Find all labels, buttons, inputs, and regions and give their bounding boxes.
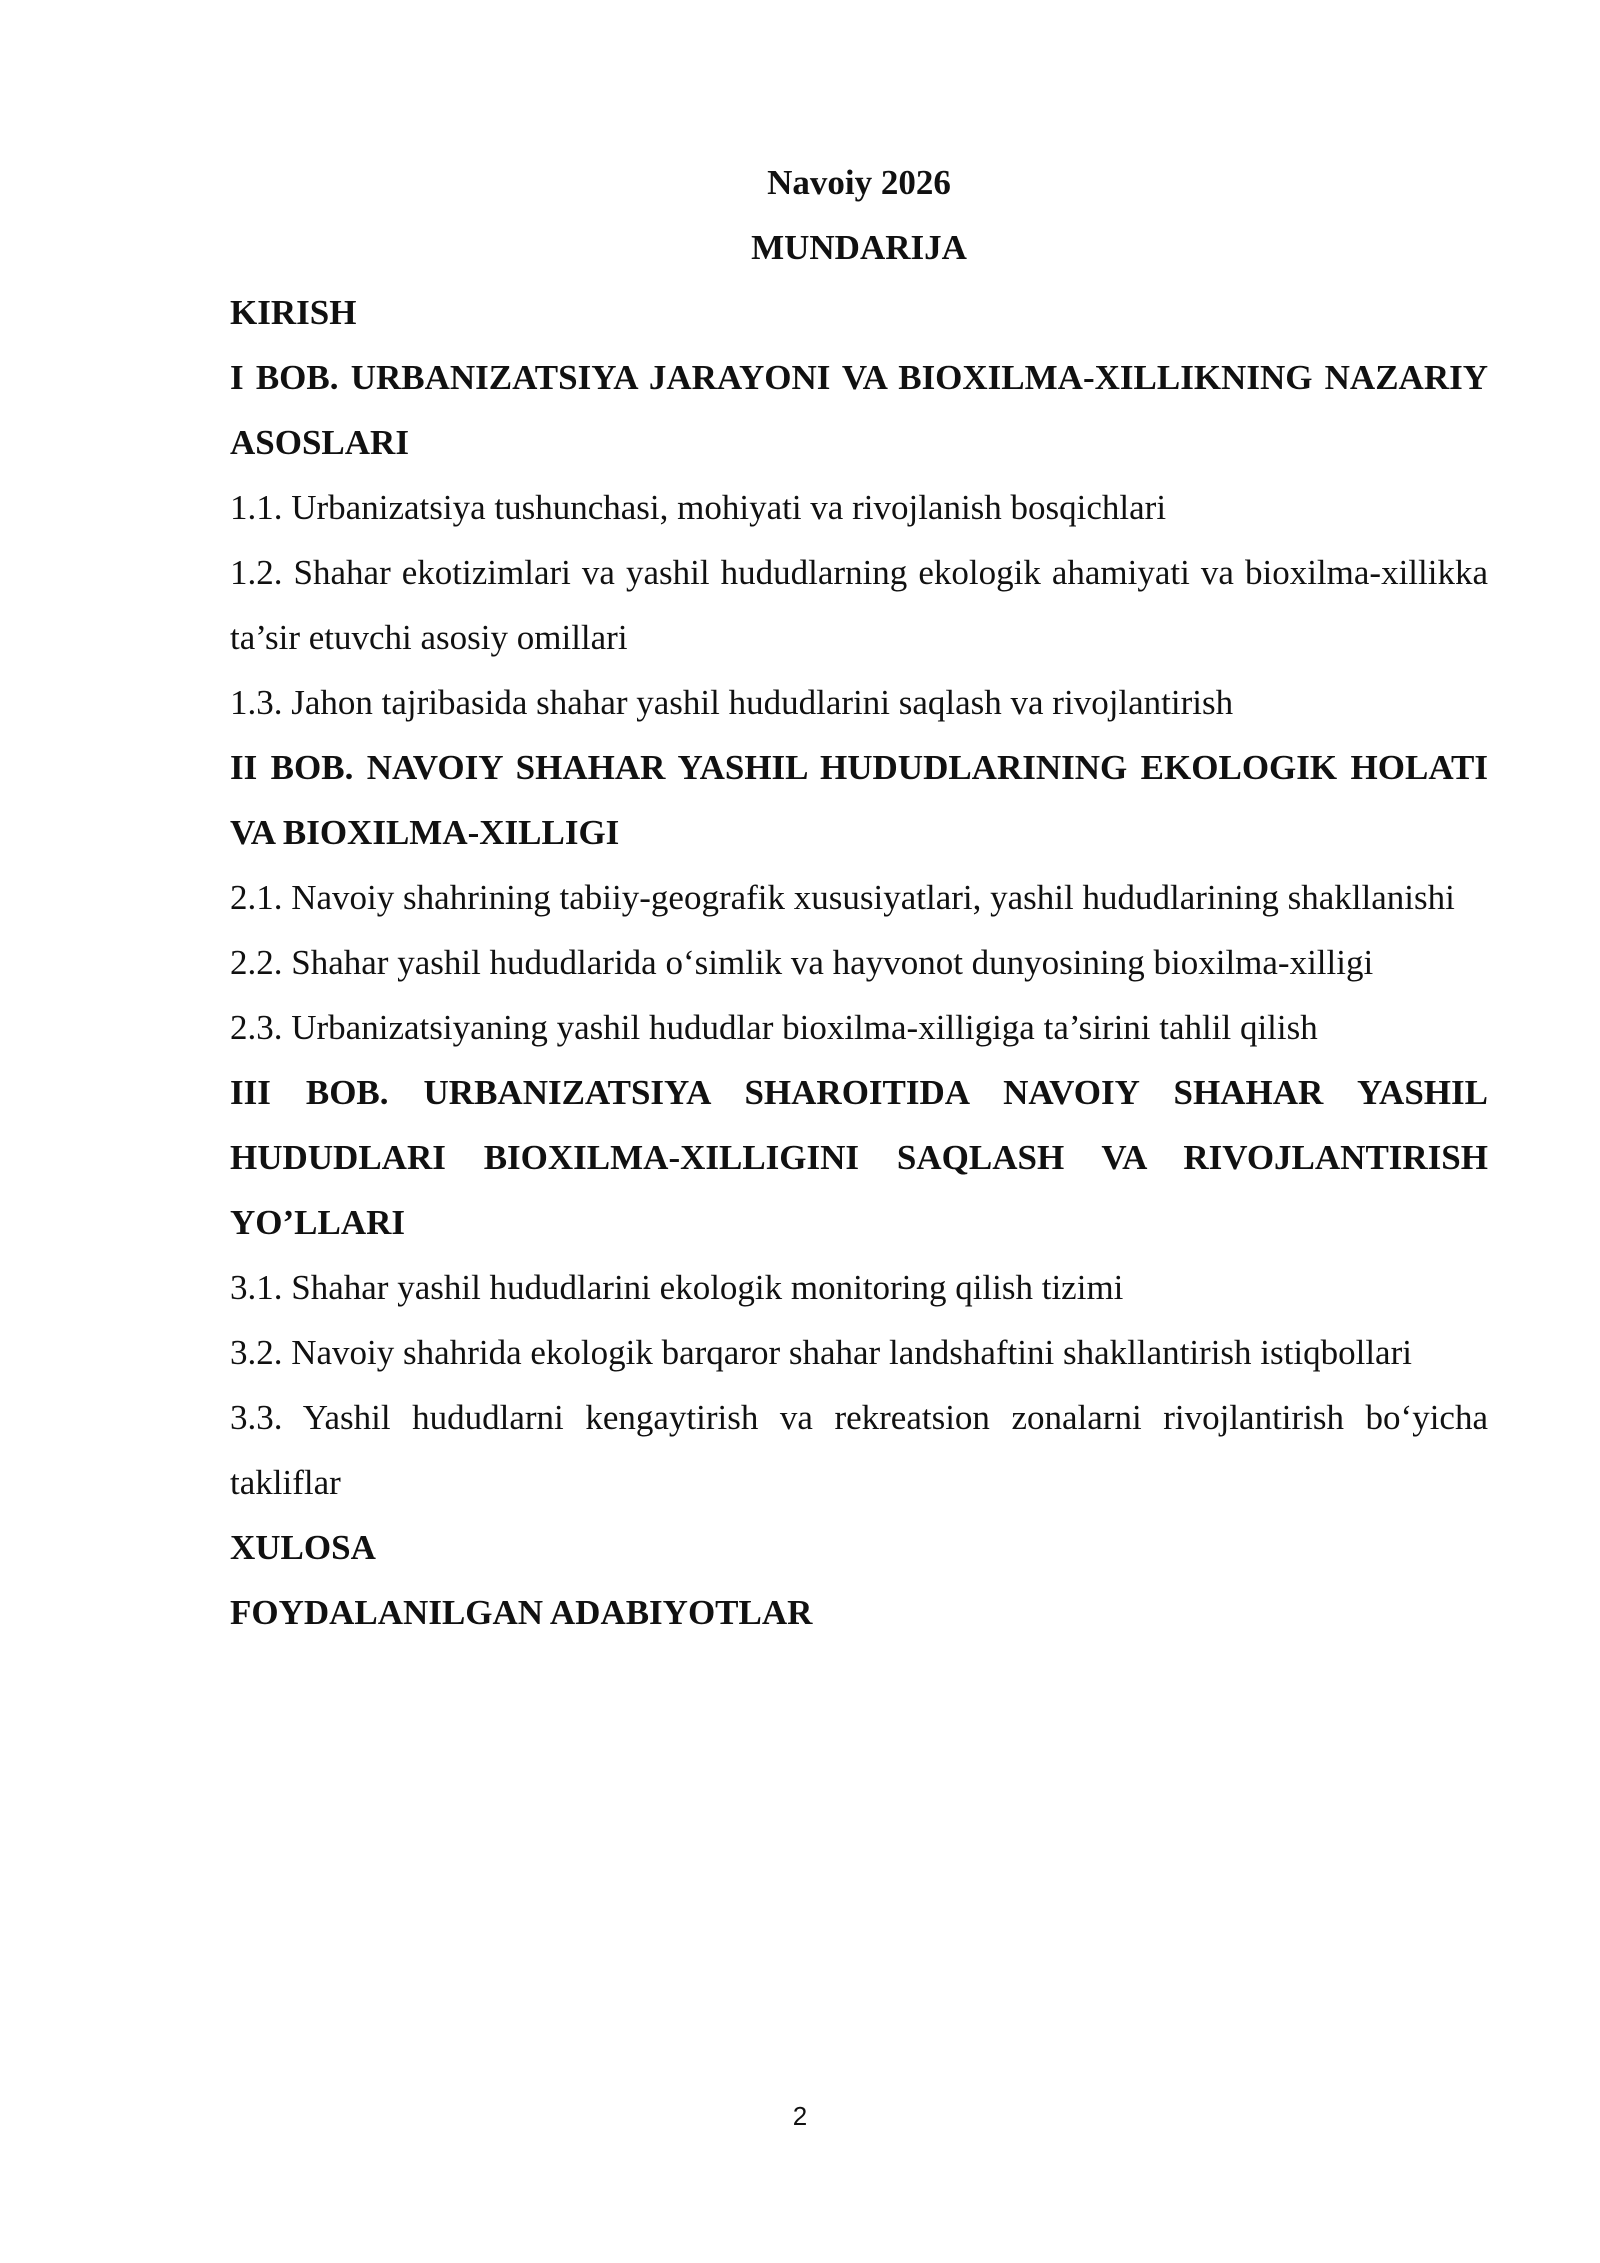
page-number: 2	[792, 2101, 808, 2131]
toc-section-1-3: 1.3. Jahon tajribasida shahar yashil hududlarini saqlash va rivojlantirish	[230, 683, 1234, 722]
toc-section-2-3: 2.3. Urbanizatsiyaning yashil hududlar bioxilma-xilligiga ta’sirini tahlil qilish	[230, 1008, 1318, 1047]
toc-chapter-2-title: II BOB. NAVOIY SHAHAR YASHIL HUDUDLARINING EKOLOGIK HOLATI VA BIOXILMA-XILLIGI	[230, 748, 1488, 852]
toc-conclusion: XULOSA	[230, 1528, 376, 1567]
toc-section-2-1: 2.1. Navoiy shahrining tabiiy-geografik xususiyatlari, yashil hududlarining shakllanishi	[230, 878, 1455, 917]
toc-references: FOYDALANILGAN ADABIYOTLAR	[230, 1593, 813, 1632]
toc-chapter-1-title: I BOB. URBANIZATSIYA JARAYONI VA BIOXILMA-XILLIKNING NAZARIY ASOSLARI	[230, 358, 1488, 462]
page-title: MUNDARIJA	[751, 228, 967, 267]
toc-intro: KIRISH	[230, 293, 357, 332]
toc-section-3-1: 3.1. Shahar yashil hududlarini ekologik monitoring qilish tizimi	[230, 1268, 1124, 1307]
toc-section-1-2: 1.2. Shahar ekotizimlari va yashil hududlarning ekologik ahamiyati va bioxilma-xillikka ta’sir etuvchi asosiy omillari	[230, 553, 1488, 657]
table-of-contents	[230, 150, 1488, 1645]
toc-section-1-1: 1.1. Urbanizatsiya tushunchasi, mohiyati va rivojlanish bosqichlari	[230, 488, 1167, 527]
toc-section-3-3: 3.3. Yashil hududlarni kengaytirish va rekreatsion zonalarni rivojlantirish bo‘yicha takliflar	[230, 1398, 1488, 1502]
toc-section-3-2: 3.2. Navoiy shahrida ekologik barqaror shahar landshaftini shakllantirish istiqbollari	[230, 1333, 1412, 1372]
place-year: Navoiy 2026	[767, 163, 951, 202]
toc-section-2-2: 2.2. Shahar yashil hududlarida o‘simlik va hayvonot dunyosining bioxilma-xilligi	[230, 943, 1374, 982]
toc-chapter-3-title: III BOB. URBANIZATSIYA SHAROITIDA NAVOIY SHAHAR YASHIL HUDUDLARI BIOXILMA-XILLIGINI SAQLASH VA RIVOJLANTIRISH YO’LLARI	[230, 1073, 1488, 1242]
